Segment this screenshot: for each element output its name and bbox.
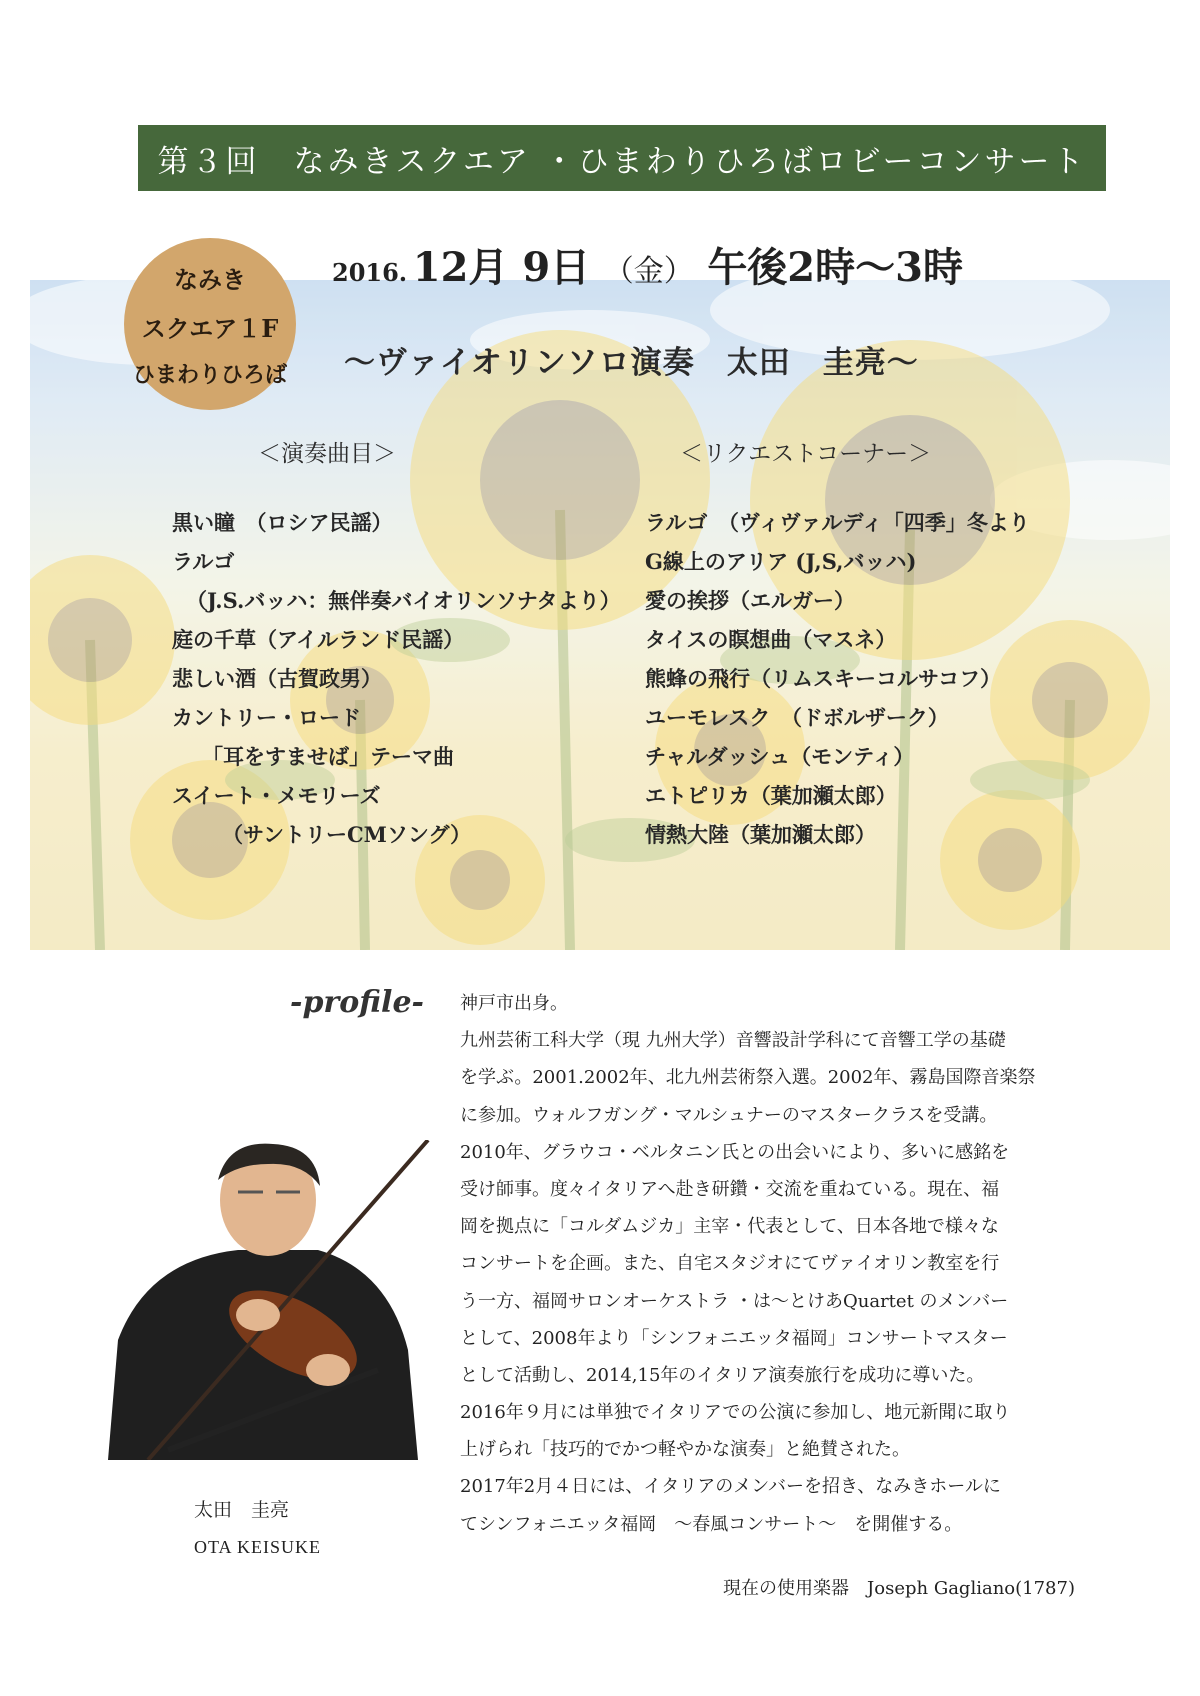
bio-line: に参加。ウォルフガング・マルシュナーのマスタークラスを受講。 [460,1104,998,1126]
violinist-portrait-image [88,1140,448,1460]
bio-line: として活動し、2014,15年のイタリア演奏旅行を成功に導いた。 [460,1364,985,1386]
event-month-day: 12月 9日 [412,244,591,291]
program-item: （サントリーCMソング） [222,822,472,847]
bio-line: を学ぶ。2001.2002年、北九州芸術祭入選。2002年、霧島国際音楽祭 [460,1067,1036,1089]
program-item: 悲しい酒（古賀政男） [172,666,382,691]
bio-line: 神戸市出身。 [460,993,568,1014]
request-item: 愛の挨拶（エルガー） [645,588,855,613]
bio-line: 2010年、グラウコ・ベルタニン氏との出会いにより、多いに感銘を [460,1141,1010,1163]
performance-subtitle: ～ヴァイオリンソロ演奏 太田 圭亮～ [344,345,919,381]
event-date [332,236,963,293]
request-item: 情熱大陸（葉加瀬太郎） [645,822,876,847]
profile-biography [460,985,1100,1543]
request-item: エトピリカ（葉加瀬太郎） [645,783,897,808]
bio-line: 2017年2月４日には、イタリアのメンバーを招き、なみきホールに [460,1476,1001,1498]
request-item: 熊蜂の飛行（リムスキーコルサコフ） [645,666,1002,691]
program-list [172,503,621,854]
bio-line: として、2008年より「シンフォニエッタ福岡」コンサートマスター [460,1327,1008,1349]
event-year: 2016. [332,258,408,287]
program-item: スイート・メモリーズ [172,783,381,808]
performer-name-english: OTA KEISUKE [194,1537,322,1557]
bio-line: 九州芸術工科大学（現 九州大学）音響設計学科にて音響工学の基礎 [460,1030,1006,1052]
performer-name-japanese: 太田 圭亮 [194,1499,290,1521]
venue-line-1: なみき [174,264,246,294]
program-item: 「耳をすませば」テーマ曲 [202,744,454,769]
bio-line: 岡を拠点に「コルダムジカ」主宰・代表として、日本各地で様々な [460,1216,999,1238]
event-day-of-week: （金） [603,254,694,289]
request-item: G線上のアリア (J,S,バッハ) [645,549,917,574]
bio-line: 2016年９月には単独でイタリアでの公演に参加し、地元新聞に取り [460,1402,1011,1424]
violinist-figure [88,1140,448,1460]
program-item: 黒い瞳 （ロシア民謡） [172,510,393,535]
profile-heading: -profile- [290,985,424,1020]
request-item: チャルダッシュ（モンティ） [645,744,915,769]
venue-badge [124,238,296,410]
program-item: （J.S.バッハ：無伴奏バイオリンソナタより） [186,588,621,613]
program-item: カントリー・ロード [172,705,361,730]
request-item: ユーモレスク （ドボルザーク） [645,705,949,730]
bio-line: 受け師事。度々イタリアへ赴き研鑽・交流を重ねている。現在、福 [460,1178,1000,1200]
bio-line: てシンフォニエッタ福岡 ～春風コンサート～ を開催する。 [460,1513,963,1535]
venue-line-3: ひまわりひろば [132,361,287,388]
bio-line: コンサートを企画。また、自宅スタジオにてヴァイオリン教室を行 [460,1253,1000,1275]
program-heading: ＜演奏曲目＞ [258,441,396,467]
request-corner-heading: ＜リクエストコーナー＞ [680,441,932,467]
instrument-note: 現在の使用楽器 Joseph Gagliano(1787) [723,1578,1075,1599]
bio-line: う一方、福岡サロンオーケストラ ・は～とけあQuartet のメンバー [460,1290,1009,1312]
event-time: 午後2時～3時 [707,244,963,291]
request-item: ラルゴ （ヴィヴァルディ「四季」冬より [645,510,1030,535]
request-item: タイスの瞑想曲（マスネ） [645,627,897,652]
program-item: ラルゴ [172,549,235,574]
venue-line-2: スクエア１F [141,313,279,343]
program-item: 庭の千草（アイルランド民謡） [172,627,465,652]
bio-line: 上げられ「技巧的でかつ軽やかな演奏」と絶賛された。 [460,1439,910,1461]
request-list [645,503,1030,854]
concert-title-banner [138,125,1106,191]
concert-title: 第３回 なみきスクエア ・ひまわりひろばロビーコンサート [157,143,1087,180]
